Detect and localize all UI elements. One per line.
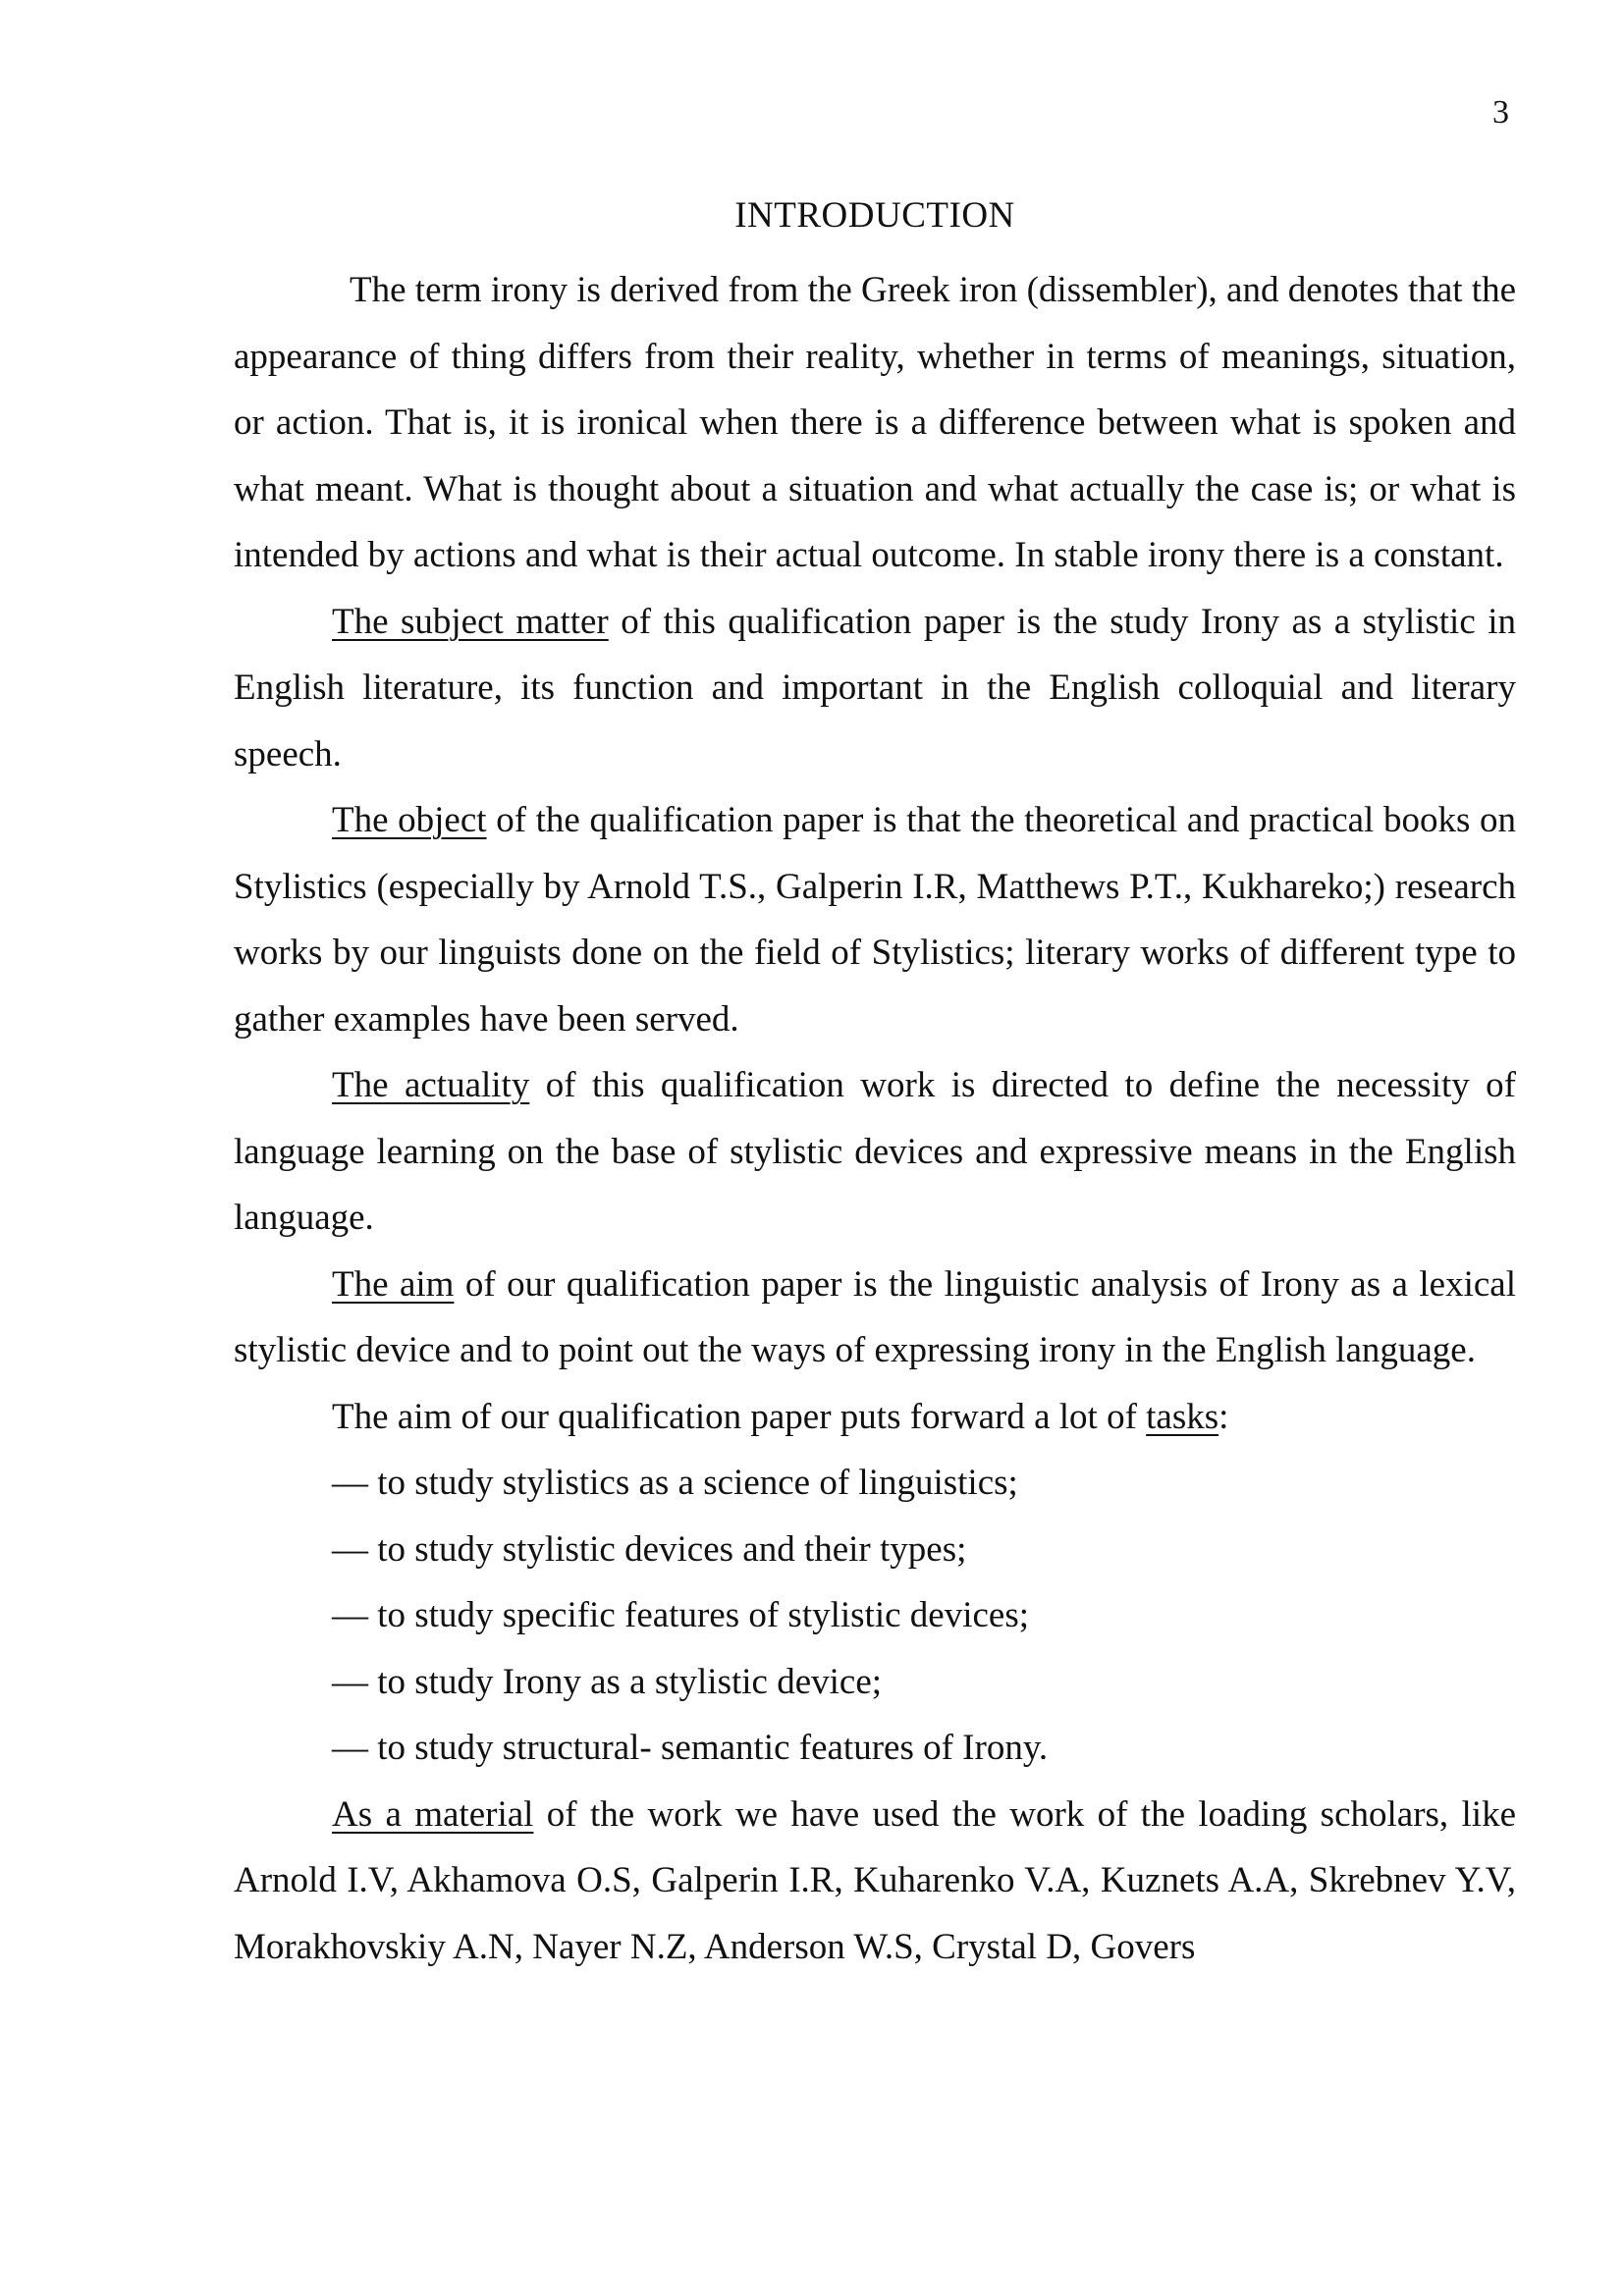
actuality-paragraph <box>234 1052 1516 1252</box>
page-number: 3 <box>1492 94 1509 131</box>
section-heading: INTRODUCTION <box>734 195 1015 236</box>
task-item: — to study Irony as a stylistic device; <box>332 1661 883 1702</box>
aim-paragraph <box>234 1252 1516 1384</box>
object-text: of the qualification paper is that the theoretical and practical books on Stylistics (especially by Arnold T.S., Galperin I.R, Matthews P.T., Kukhareko;) research works by our linguists done on the field of Stylistics; literary works of different type to gather examples have been served. <box>234 800 1516 1040</box>
document-body <box>234 187 1516 1980</box>
actuality-label: The actuality <box>332 1065 530 1105</box>
object-paragraph <box>234 787 1516 1052</box>
tasks-label: tasks <box>1146 1396 1219 1437</box>
aim-label: The aim <box>332 1263 455 1305</box>
tasks-intro-paragraph <box>234 1384 1516 1451</box>
material-paragraph <box>234 1782 1516 1981</box>
material-text: of the work we have used the work of the loading scholars, like Arnold I.V, Akhamova O.S, Galperin I.R, Kuharenko V.A, Kuznets A.A, Skrebnev Y.V, Morakhovskiy A.N, Nayer N.Z, Anderson W.S, Crystal D, Govers <box>234 1793 1516 1967</box>
aim-text: of our qualification paper is the linguistic analysis of Irony as a lexical stylistic device and to point out the ways of expressing irony in the English language. <box>234 1263 1516 1370</box>
task-item: — to study stylistics as a science of linguistics; <box>332 1463 1018 1503</box>
material-label: As a material <box>332 1793 534 1835</box>
task-item: — to study structural- semantic features of Irony. <box>332 1728 1049 1768</box>
task-item: — to study stylistic devices and their types; <box>332 1528 967 1570</box>
object-label: The object <box>332 800 487 840</box>
tasks-colon: : <box>1218 1396 1229 1437</box>
subject-matter-text: of this qualification paper is the study Irony as a stylistic in English literature, its function and important in the English colloquial and literary speech. <box>234 601 1516 774</box>
subject-paragraph <box>234 589 1516 788</box>
intro-paragraph: The term irony is derived from the Greek iron (dissembler), and denotes that the appearance of thing differs from their reality, whether in terms of meanings, situation, or action. That is, it is ironical when there is a difference between what is spoken and what meant. What is thought about a situation and what actually the case is; or what is intended by actions and what is their actual outcome. In stable irony there is a constant. <box>234 270 1516 575</box>
subject-matter-label: The subject matter <box>332 601 609 642</box>
actuality-text: of this qualification work is directed to define the necessity of language learning on the base of stylistic devices and expressive means in the English language. <box>234 1065 1516 1238</box>
tasks-intro-text: The aim of our qualification paper puts forward a lot of <box>332 1396 1147 1437</box>
task-item: — to study specific features of stylistic devices; <box>332 1595 1030 1635</box>
